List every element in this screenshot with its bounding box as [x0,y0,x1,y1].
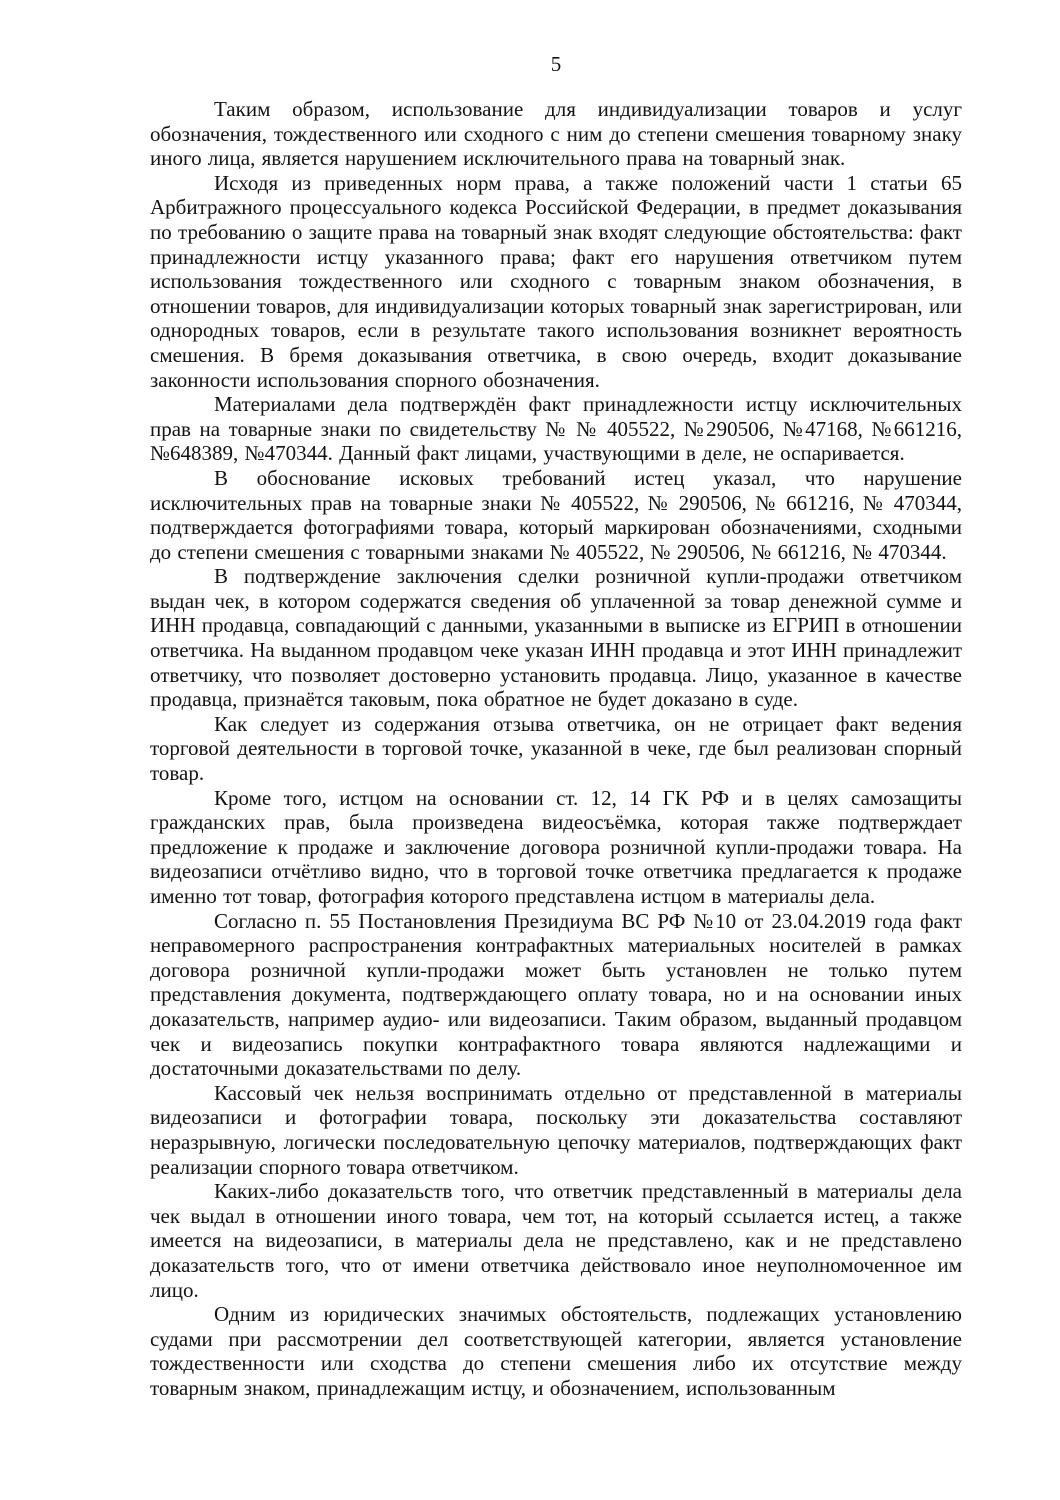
paragraph: Исходя из приведенных норм права, а также положений части 1 статьи 65 Арбитражного процессуального кодекса Российской Федерации, в предмет доказывания по требованию о защите права на товарный знак входят следующие обстоятельства: факт принадлежности истцу указанного права; факт его нарушения ответчиком путем использования тождественного или сходного с товарным знаком обозначения, в отношении товаров, для индивидуализации которых товарный знак зарегистрирован, или однородных товаров, если в результате такого использования возникнет вероятность смешения. В бремя доказывания ответчика, в свою очередь, входит доказывание законности использования спорного обозначения. [150,170,962,392]
paragraph: Кроме того, истцом на основании ст. 12, 14 ГК РФ и в целях самозащиты гражданских прав, была произведена видеосъёмка, которая также подтверждает предложение к продаже и заключение договора розничной купли-продажи товара. На видеозаписи отчётливо видно, что в торговой точке ответчика предлагается к продаже именно тот товар, фотография которого представлена истцом в материалы дела. [150,785,962,908]
paragraph: Кассовый чек нельзя воспринимать отдельно от представленной в материалы видеозаписи и фотографии товара, поскольку эти доказательства составляют неразрывную, логически последовательную цепочку материалов, подтверждающих факт реализации спорного товара ответчиком. [150,1080,962,1179]
paragraph: Одним из юридических значимых обстоятельств, подлежащих установлению судами при рассмотрении дел соответствующей категории, является установление тождественности или сходства до степени смешения либо их отсутствие между товарным знаком, принадлежащим истцу, и обозначением, использованным [150,1302,962,1400]
page-number: 5 [550,52,562,76]
document-body [150,97,962,1400]
paragraph: В обоснование исковых требований истец указал, что нарушение исключительных прав на товарные знаки № 405522, № 290506, № 661216, № 470344, подтверждается фотографиями товара, который маркирован обозначениями, сходными до степени смешения с товарными знаками № 405522, № 290506, № 661216, № 470344. [150,465,962,564]
paragraph: Каких-либо доказательств того, что ответчик представленный в материалы дела чек выдал в отношении иного товара, чем тот, на который ссылается истец, а также имеется на видеозаписи, в материалы дела не представлено, как и не представлено доказательств того, что от имени ответчика действовало иное неуполномоченное им лицо. [150,1179,962,1302]
paragraph: В подтверждение заключения сделки розничной купли-продажи ответчиком выдан чек, в котором содержатся сведения об уплаченной за товар денежной сумме и ИНН продавца, совпадающий с данными, указанными в выписке из ЕГРИП в отношении ответчика. На выданном продавцом чеке указан ИНН продавца и этот ИНН принадлежит ответчику, что позволяет достоверно установить продавца. Лицо, указанное в качестве продавца, признаётся таковым, пока обратное не будет доказано в суде. [150,564,962,712]
paragraph: Как следует из содержания отзыва ответчика, он не отрицает факт ведения торговой деятельности в торговой точке, указанной в чеке, где был реализован спорный товар. [150,711,962,786]
paragraph: Согласно п. 55 Постановления Президиума ВС РФ №10 от 23.04.2019 года факт неправомерного распространения контрафактных материальных носителей в рамках договора розничной купли-продажи может быть установлен не только путем представления документа, подтверждающего оплату товара, но и на основании иных доказательств, например аудио- или видеозаписи. Таким образом, выданный продавцом чек и видеозапись покупки контрафактного товара являются надлежащими и достаточными доказательствами по делу. [150,908,962,1081]
paragraph: Таким образом, использование для индивидуализации товаров и услуг обозначения, тождественного или сходного с ним до степени смешения товарному знаку иного лица, является нарушением исключительного права на товарный знак. [150,97,962,171]
paragraph: Материалами дела подтверждён факт принадлежности истцу исключительных прав на товарные знаки по свидетельству № № 405522, №290506, №47168, №661216, №648389, №470344. Данный факт лицами, участвующими в деле, не оспаривается. [150,392,962,466]
